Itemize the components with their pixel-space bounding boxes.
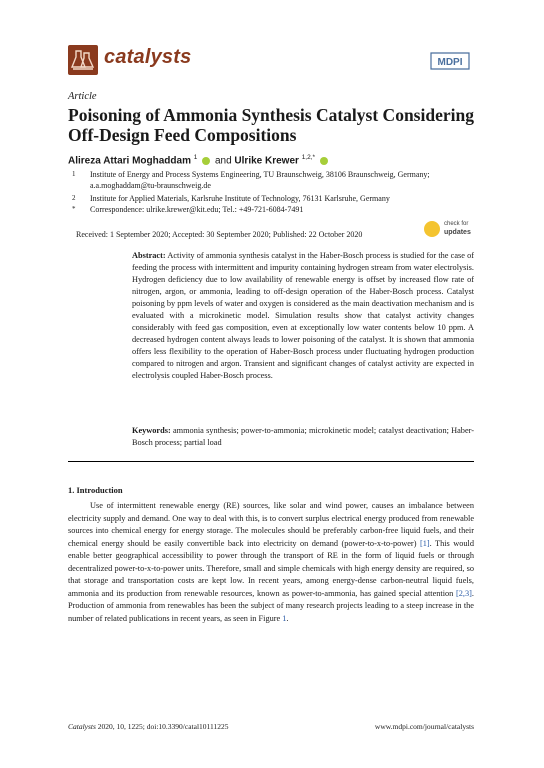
figure-link[interactable]: 1 (282, 613, 287, 623)
article-type: Article (68, 91, 97, 102)
refresh-icon (424, 221, 440, 237)
affiliation: 2 Institute for Applied Materials, Karlsruhe Institute of Technology, 76131 Karlsruhe, Germany (72, 194, 390, 203)
paper-title: Poisoning of Ammonia Synthesis Catalyst Considering Off-Design Feed Compositions (68, 105, 474, 145)
author-name: Alireza Attari Moghaddam (68, 155, 191, 167)
author-affiliation-mark: 1 (193, 154, 198, 161)
footer-citation-text: 2020, 10, 1225; doi:10.3390/catal10111225 (97, 722, 229, 731)
citation-link[interactable]: [2,3] (456, 588, 472, 598)
author-connector: and (214, 155, 232, 167)
orcid-icon[interactable] (202, 157, 210, 165)
abstract (132, 250, 474, 382)
publisher-name: MDPI (437, 57, 463, 68)
check-for-updates-badge[interactable]: check for updates (424, 219, 474, 243)
flask-icon (68, 45, 98, 75)
author-affiliation-mark: 1,2,* (301, 154, 316, 161)
keywords-text: ammonia synthesis; power-to-ammonia; microkinetic model; catalyst deactivation; Haber-Bosch process; partial load (132, 426, 474, 447)
abstract-text: Activity of ammonia synthesis catalyst in the Haber-Bosch process is studied for the case of feeding the process with intermittent and impurity containing hydrogen stream from water electrolysis. Hydrogen deficiency due to low availability of renewable energy is offset by increased flow rate of nitrogen, argon, or ammonia, leading to off-design operation of the Haber-Bosch process. Catalyst poisoning by ppm levels of water and oxygen is considered as the main deactivation mechanism and is evaluated with a microkinetic model. Simulation results show that catalyst activity changes considerably with feed gas composition, even at exceptionally low water contents below 10 ppm. A decreased hydrogen content always leads to lower poisoning of the catalyst. It is shown that ammonia offers less flexibility to the operation of Haber-Bosch process under fluctuating hydrogen production compared to nitrogen and argon. Transient and significant changes of catalyst activity are expected in electrolysis coupled Haber-Bosch process. (132, 251, 474, 380)
divider (68, 461, 474, 462)
mdpi-logo (429, 51, 471, 71)
body-paragraph: Use of intermittent renewable energy (RE) sources, like solar and wind power, causes an imbalance between electricity supply and demand. One way to deal with this, is to convert surplus electrical energy produced from renewable sources into chemical energy for energy storage. The molecules should be preferably carbon-free liquid fuels, and their chemical energy should be easily convertible back into electricity on demand (power-to-x-to-power) [1]. This would enable better geographical accessibility to power through the transport of RE in the form of liquid fuels or through decentralized power-to-x-to-power units. Therefore, small and simple chemicals with high energy density are required, so that storage and transportation costs are kept low. In recent years, among energy-dense carbon-neutral liquid fuels, ammonia and its production from renewable resources, known as power-to-ammonia, has gained special attention [2,3]. Production of ammonia from renewables has been the subject of many research projects leading to a steep increase in the number of related publications in recent years, as seen in Figure 1. (68, 501, 474, 623)
keywords (132, 425, 474, 449)
orcid-icon[interactable] (320, 157, 328, 165)
author-name: Ulrike Krewer (234, 155, 299, 167)
section-heading: 1. Introduction (68, 485, 123, 495)
correspondence: * Correspondence: ulrike.krewer@kit.edu; Tel.: +49-721-6084-7491 (72, 205, 304, 214)
footer-url[interactable]: www.mdpi.com/journal/catalysts (374, 722, 474, 731)
abstract-label: Abstract: (132, 251, 166, 260)
journal-name: catalysts (104, 46, 192, 68)
journal-logo (68, 45, 98, 75)
affiliation: 1 Institute of Energy and Process Systems Engineering, TU Braunschweig, 38106 Braunschweig, Germany; a.a.moghaddam@tu-braunschweig.de (72, 170, 430, 190)
keywords-label: Keywords: (132, 426, 171, 435)
footer-citation (68, 722, 228, 731)
citation-link[interactable]: [1] (419, 538, 430, 548)
footer-journal: Catalysts (68, 722, 96, 731)
author-list (68, 154, 330, 166)
publication-dates: Received: 1 September 2020; Accepted: 30 September 2020; Published: 22 October 2020 (76, 230, 363, 239)
